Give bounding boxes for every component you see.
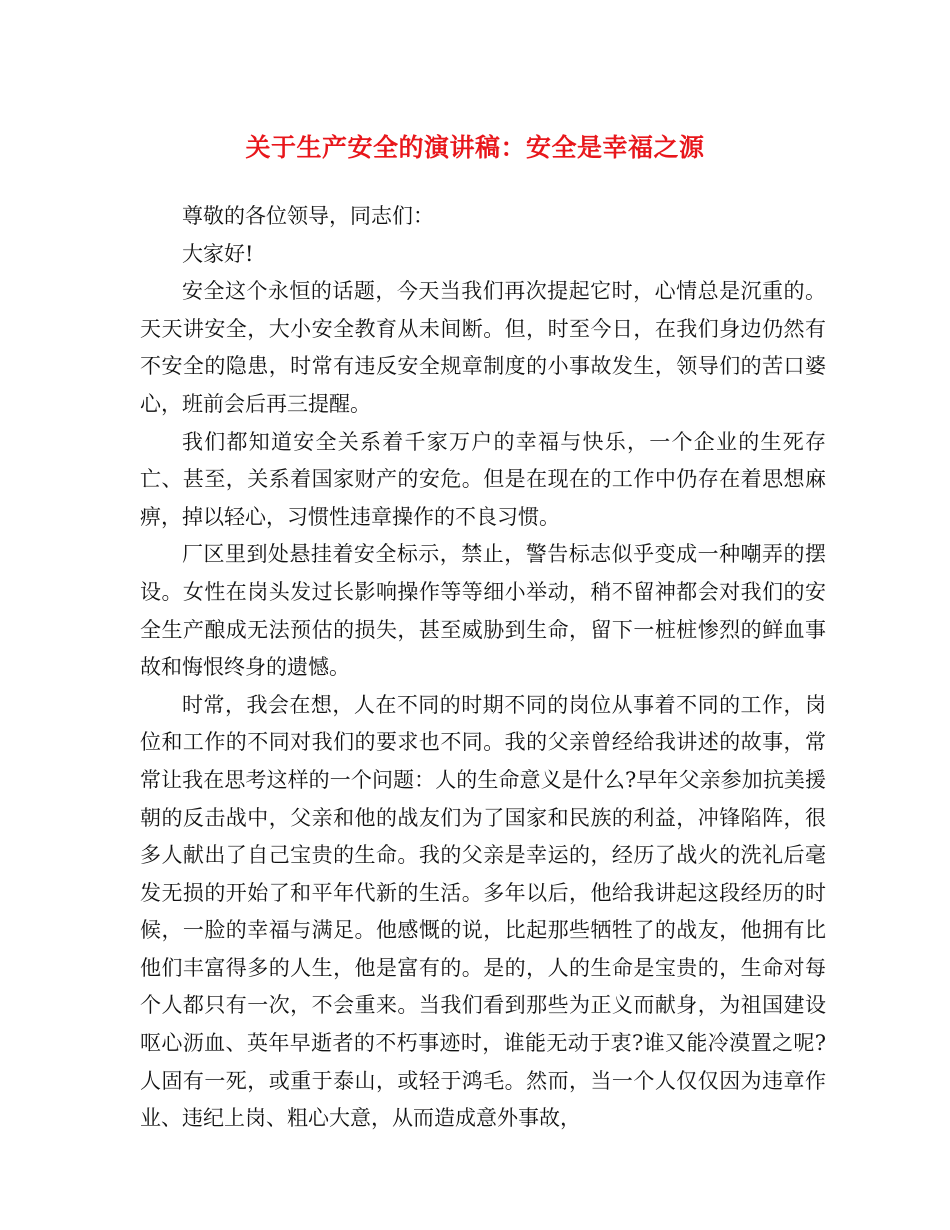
body-paragraph: 厂区里到处悬挂着安全标示，禁止，警告标志似乎变成一种嘲弄的摆设。女性在岗头发过长影响操作等等细小举动，稍不留神都会对我们的安全生产酿成无法预估的损失，甚至威胁到生命，留下一桩桩惨烈的鲜血事故和悔恨终身的遗憾。 bbox=[140, 542, 826, 680]
body-paragraph: 我们都知道安全关系着千家万户的幸福与快乐，一个企业的生死存亡、甚至，关系着国家财产的安危。但是在现在的工作中仍存在着思想麻痹，掉以轻心，习惯性违章操作的不良习惯。 bbox=[140, 429, 826, 529]
document-body bbox=[140, 198, 826, 1138]
document-title: 关于生产安全的演讲稿：安全是幸福之源 bbox=[245, 133, 705, 162]
salutation-paragraph: 大家好! bbox=[182, 241, 254, 266]
body-paragraph: 时常，我会在想，人在不同的时期不同的岗位从事着不同的工作，岗位和工作的不同对我们的要求也不同。我的父亲曾经给我讲述的故事，常常让我在思考这样的一个问题：人的生命意义是什么?早年父亲参加抗美援朝的反击战中，父亲和他的战友们为了国家和民族的利益，冲锋陷阵，很多人献出了自己宝贵的生命。我的父亲是幸运的，经历了战火的洗礼后毫发无损的开始了和平年代新的生活。多年以后，他给我讲起这段经历的时候，一脸的幸福与满足。他感慨的说，比起那些牺牲了的战友，他拥有比他们丰富得多的人生，他是富有的。是的，人的生命是宝贵的，生命对每个人都只有一次，不会重来。当我们看到那些为正义而献身，为祖国建设呕心沥血、英年早逝者的不朽事迹时，谁能无动于衷?谁又能冷漠置之呢?人固有一死，或重于泰山，或轻于鸿毛。然而，当一个人仅仅因为违章作业、违纪上岗、粗心大意，从而造成意外事故， bbox=[140, 692, 826, 1131]
body-paragraph: 安全这个永恒的话题，今天当我们再次提起它时，心情总是沉重的。天天讲安全，大小安全教育从未间断。但，时至今日，在我们身边仍然有不安全的隐患，时常有违反安全规章制度的小事故发生，领导们的苦口婆心，班前会后再三提醒。 bbox=[140, 279, 826, 416]
greeting-paragraph: 尊敬的各位领导，同志们： bbox=[182, 204, 434, 228]
